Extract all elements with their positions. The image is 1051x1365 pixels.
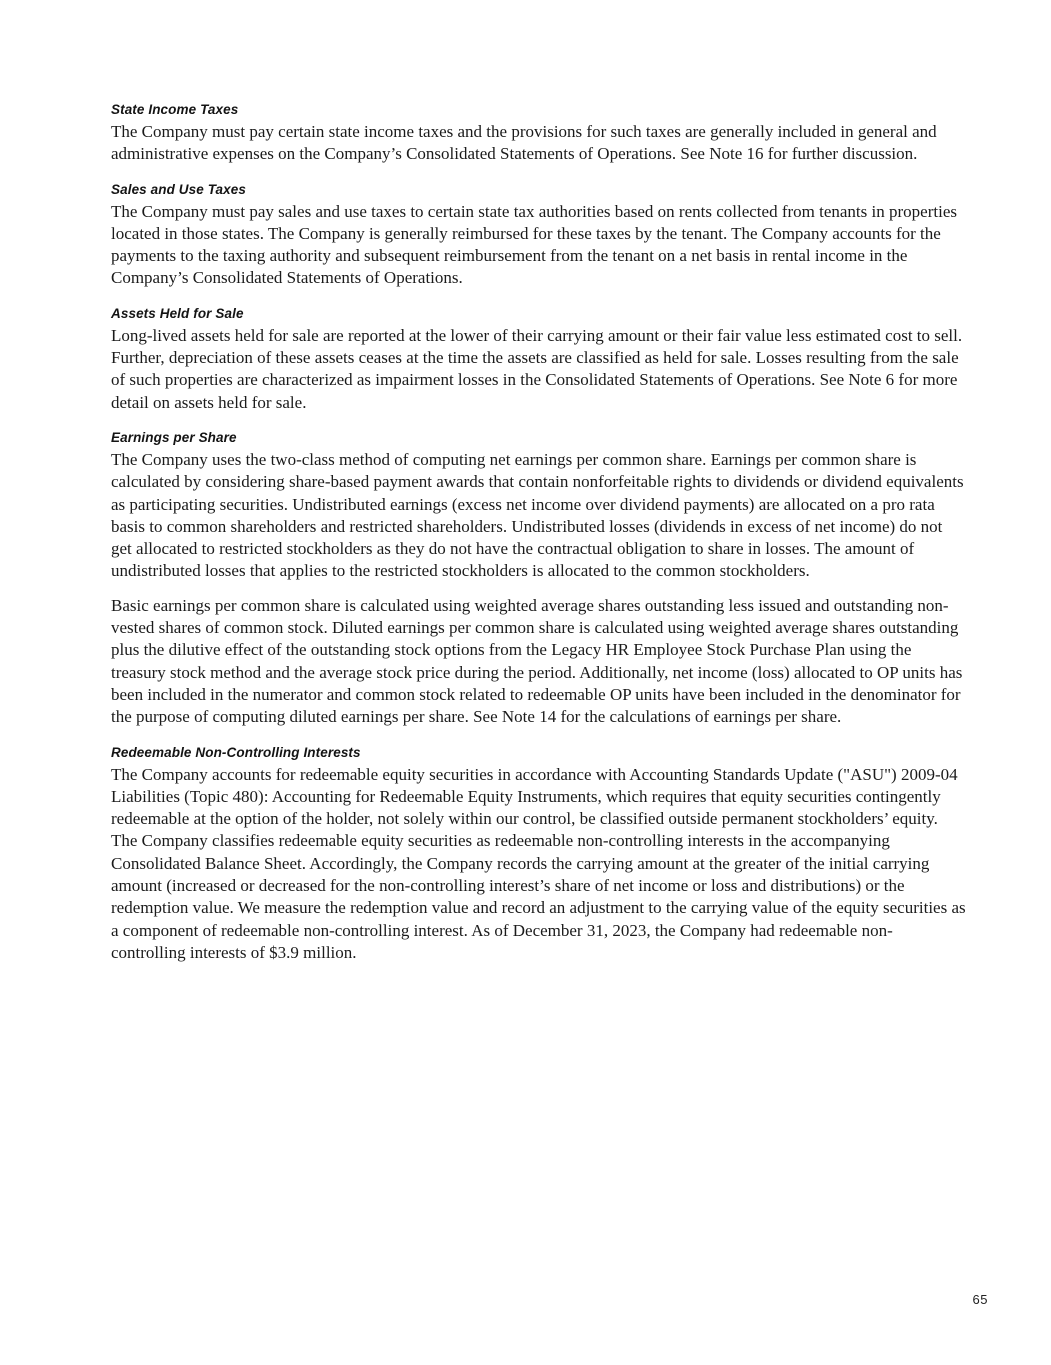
section-heading: Sales and Use Taxes	[111, 181, 246, 197]
page-number: 65	[972, 1292, 988, 1307]
section-heading: State Income Taxes	[111, 102, 239, 117]
paragraph: The Company uses the two-class method of computing net earnings per common share. Earnings per common share is calculated by considering share-based payment awards that contain nonforfeitable rights to dividends or dividend equivalents as participating securities. Undistributed earnings (excess net income over dividend payments) are allocated on a pro rata basis to common shareholders and restricted shareholders. Undistributed losses (dividends in excess of net income) do not get allocated to restricted stockholders as they do not have the contractual obligation to share in losses. The amount of undistributed losses that applies to the restricted stockholders is allocated to the common stockholders.	[111, 449, 964, 581]
paragraph: The Company must pay certain state income taxes and the provisions for such taxes are generally included in general and administrative expenses on the Company’s Consolidated Statements of Operations. See Note 16 for further discussion.	[111, 122, 937, 164]
document-content	[111, 101, 967, 979]
section-heading: Assets Held for Sale	[111, 305, 244, 321]
section-earnings-per-share	[111, 429, 967, 729]
paragraph: The Company accounts for redeemable equity securities in accordance with Accounting Standards Update ("ASU") 2009-04 Liabilities (Topic 480): Accounting for Redeemable Equity Instruments, which requires that equity securities contingently redeemable at the option of the holder, not solely within our control, be classified outside permanent stockholders’ equity. The Company classifies redeemable equity securities as redeemable non-controlling interests in the accompanying Consolidated Balance Sheet. Accordingly, the Company records the carrying amount at the greater of the initial carrying amount (increased or decreased for the non-controlling interest’s share of net income or loss and distributions) or the redemption value. We measure the redemption value and record an adjustment to the carrying value of the equity securities as a component of redeemable non-controlling interest. As of December 31, 2023, the Company had redeemable non-controlling interests of $3.9 million.	[111, 764, 966, 962]
paragraph: Basic earnings per common share is calculated using weighted average shares outstanding less issued and outstanding non-vested shares of common stock. Diluted earnings per common share is calculated using weighted average shares outstanding plus the dilutive effect of the outstanding stock options from the Legacy HR Employee Stock Purchase Plan using the treasury stock method and the average stock price during the period. Additionally, net income (loss) allocated to OP units has been included in the numerator and common stock related to redeemable OP units have been included in the denominator for the purpose of computing diluted earnings per share. See Note 14 for the calculations of earnings per share.	[111, 595, 963, 727]
paragraph: The Company must pay sales and use taxes to certain state tax authorities based on rents collected from tenants in properties located in those states. The Company is generally reimbursed for these taxes by the tenant. The Company accounts for the payments to the taxing authority and subsequent reimbursement from the tenant on a net basis in rental income in the Company’s Consolidated Statements of Operations.	[111, 201, 957, 288]
section-heading: Earnings per Share	[111, 429, 237, 445]
section-assets-held-for-sale	[111, 305, 967, 414]
section-redeemable-non-controlling-interests	[111, 744, 967, 965]
section-state-income-taxes	[111, 101, 967, 166]
section-heading: Redeemable Non-Controlling Interests	[111, 744, 361, 760]
paragraph: Long-lived assets held for sale are reported at the lower of their carrying amount or their fair value less estimated cost to sell. Further, depreciation of these assets ceases at the time the assets are classified as held for sale. Losses resulting from the sale of such properties are characterized as impairment losses in the Consolidated Statements of Operations. See Note 6 for more detail on assets held for sale.	[111, 325, 963, 412]
section-sales-and-use-taxes	[111, 181, 967, 290]
